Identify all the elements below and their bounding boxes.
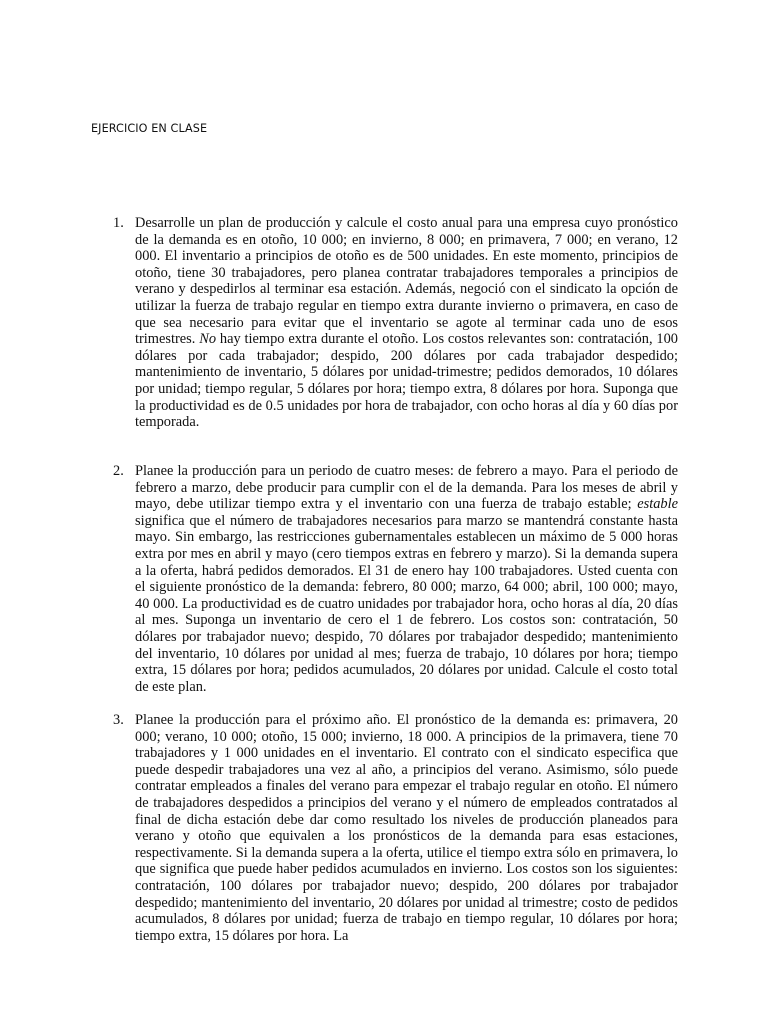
exercise-text-segment: Planee la producción para el próximo año. El pronóstico de la demanda es: primavera, 20 000; verano, 10 000; otoño, 15 000; invierno, 18 000. A principios de la primavera, tiene 70 trabajadores y 1 000 unidades en el inventario. El contrato con el sindicato especifica que puede despedir trabajadores una vez al año, a principios del verano. Asimismo, sólo puede contratar empleados a finales del verano para empezar el trabajo regular en otoño. El número de trabajadores despedidos a principios del verano y el número de empleados contratados al final de dicha estación debe dar como resultado los niveles de producción planeados para verano y otoño que equivalen a los pronósticos de la demanda para esas estaciones, respectivamente. Si la demanda supera a la oferta, utilice el tiempo extra sólo en primavera, lo que significa que puede haber pedidos acumulados en invierno. Los costos son los siguientes: contratación, 100 dólares por trabajador nuevo; despido, 200 dólares por trabajador despedido; mantenimiento del inventario, 20 dólares por unidad al trimestre; costo de pedidos acumulados, 8 dólares por unidad; fuerza de trabajo en tiempo regular, 10 dólares por hora; tiempo extra, 15 dólares por hora. La [135, 712, 678, 944]
exercise-text-emphasis: estable [637, 496, 678, 513]
exercise-text-segment: hay tiempo extra durante el otoño. Los costos relevantes son: contratación, 100 dólares por cada trabajador; despido, 200 dólares por cada trabajador despedido; mantenimiento de inventario, 5 dólares por unidad-trimestre; pedidos demorados, 10 dólares por unidad; tiempo regular, 5 dólares por hora; tiempo extra, 8 dólares por hora. Suponga que la productividad es de 0.5 unidades por hora de trabajador, con ocho horas al día y 60 días por temporada. [135, 331, 678, 431]
exercise-item-3 [113, 712, 678, 944]
exercise-number: 2. [113, 463, 124, 479]
exercise-number: 3. [113, 712, 124, 728]
exercise-item-2 [113, 463, 678, 695]
exercise-text [135, 215, 678, 431]
exercise-text [135, 463, 678, 695]
exercise-text-segment: Planee la producción para un periodo de cuatro meses: de febrero a mayo. Para el periodo de febrero a marzo, debe producir para cumplir con el de la demanda. Para los meses de abril y mayo, debe utilizar tiempo extra y el inventario con una fuerza de trabajo estable; [135, 463, 678, 513]
document-title: EJERCICIO EN CLASE [91, 122, 208, 135]
exercise-text [135, 712, 678, 944]
exercise-item-1 [113, 215, 678, 431]
exercise-text-segment: Desarrolle un plan de producción y calcule el costo anual para una empresa cuyo pronóstico de la demanda es en otoño, 10 000; en invierno, 8 000; en primavera, 7 000; en verano, 12 000. El inventario a principios de otoño es de 500 unidades. En este momento, principios de otoño, tiene 30 trabajadores, pero planea contratar trabajadores temporales a principios de verano y despedirlos al terminar esa estación. Además, negoció con el sindicato la opción de utilizar la fuerza de trabajo regular en tiempo extra durante invierno o primavera, en caso de que sea necesario para evitar que el inventario se agote al terminar cada uno de esos trimestres. [135, 215, 678, 348]
exercise-number: 1. [113, 215, 124, 231]
exercise-text-emphasis: No [199, 331, 217, 348]
exercise-text-segment: significa que el número de trabajadores necesarios para marzo se mantendrá constante hasta mayo. Sin embargo, las restricciones gubernamentales establecen un máximo de 5 000 horas extra por mes en abril y mayo (cero tiempos extras en febrero y marzo). Si la demanda supera a la oferta, habrá pedidos demorados. El 31 de enero hay 100 trabajadores. Usted cuenta con el siguiente pronóstico de la demanda: febrero, 80 000; marzo, 64 000; abril, 100 000; mayo, 40 000. La productividad es de cuatro unidades por trabajador hora, ocho horas al día, 20 días al mes. Suponga un inventario de cero el 1 de febrero. Los costos son: contratación, 50 dólares por trabajador nuevo; despido, 70 dólares por trabajador despedido; mantenimiento del inventario, 10 dólares por unidad al mes; fuerza de trabajo, 10 dólares por hora; tiempo extra, 15 dólares por hora; pedidos acumulados, 20 dólares por unidad. Calcule el costo total de este plan. [135, 512, 678, 695]
